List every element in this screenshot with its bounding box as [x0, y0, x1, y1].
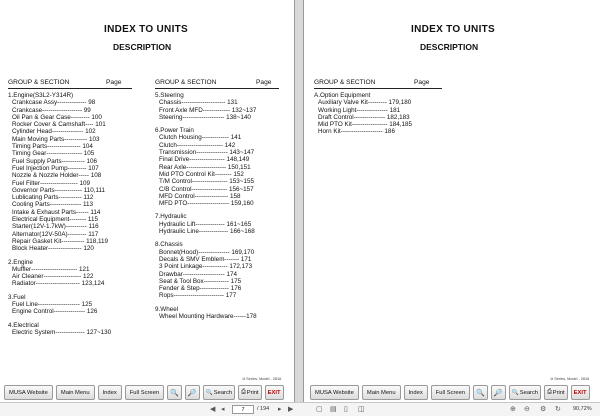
previous-page-icon[interactable]: ◂ [221, 406, 225, 413]
fit-width-icon[interactable]: ▤ [330, 406, 337, 413]
index-group [155, 213, 257, 235]
index-entry[interactable]: 3 Point Linkage------------ 172,173 [159, 263, 253, 271]
zoom-out-icon[interactable]: ⊖ [524, 406, 530, 413]
index-entry[interactable]: Fuel Injection Pump--------- 107 [12, 164, 99, 172]
index-entry[interactable]: Fuel Supply Parts----------- 106 [12, 157, 98, 165]
index-entry[interactable]: Engine Control--------------- 126 [12, 308, 98, 316]
group-section-header: GROUP & SECTION [155, 79, 217, 86]
print-button[interactable] [544, 385, 568, 400]
zoom-in-icon: 🔍 [170, 389, 179, 397]
index-entry[interactable]: Intake & Exhaust Parts------ 114 [12, 208, 101, 216]
settings-icon[interactable]: ⚙ [540, 406, 547, 413]
index-entry[interactable]: Timing Parts---------------- 104 [12, 143, 93, 151]
page-subtitle: DESCRIPTION [113, 42, 172, 52]
zoom-out-icon: 🔎 [187, 389, 197, 397]
index-entry[interactable]: Wheel Mounting Hardware------178 [159, 313, 257, 321]
index-entry[interactable]: Hydraulic Lift-------------- 161~165 [159, 220, 252, 228]
index-entry[interactable]: Main Moving Parts----------- 103 [12, 135, 100, 143]
index-entry[interactable]: Auxiliary Valve Kit--------- 179,180 [318, 99, 412, 107]
zoom-out-icon: 🔎 [493, 389, 503, 397]
column-header [8, 79, 128, 86]
index-entry[interactable]: Fender & Step-------------- 176 [159, 285, 242, 293]
page-title: INDEX TO UNITS [104, 24, 189, 35]
page-header: Page [106, 79, 122, 86]
index-column [155, 92, 257, 326]
index-group [8, 92, 111, 253]
index-entry[interactable]: Seat & Tool Box------------ 175 [159, 277, 242, 285]
musa-website-button[interactable]: MUSA Website [310, 385, 359, 400]
index-entry[interactable]: Draft Control--------------- 182,183 [318, 113, 410, 121]
group-title: 6.Power Train [155, 127, 194, 135]
page-title: INDEX TO UNITS [411, 24, 496, 35]
index-entry[interactable]: Crankcase------------------- 99 [12, 106, 91, 114]
group-title: A.Option Equipment [314, 92, 371, 99]
index-column [314, 92, 412, 142]
main-menu-button[interactable]: Main Menu [362, 385, 401, 400]
search-label: Search [213, 389, 233, 396]
index-entry[interactable]: Steering-------------------- 138~140 [159, 113, 251, 121]
header-rule [8, 88, 132, 89]
first-page-icon[interactable]: ◀ [210, 406, 216, 413]
next-page-icon[interactable]: ▸ [278, 406, 282, 413]
index-entry[interactable]: Cooling Parts--------------- 113 [12, 201, 94, 209]
two-page-icon[interactable]: ◫ [358, 406, 365, 413]
search-label: Search [519, 389, 539, 396]
index-group [314, 92, 412, 136]
index-entry[interactable]: Horn Kit-------------------- 186 [318, 128, 395, 136]
index-entry[interactable]: Hydraulic Line-------------- 166~168 [159, 228, 255, 236]
index-group [155, 241, 257, 299]
index-entry[interactable]: Drawbar-------------------- 174 [159, 270, 237, 278]
page-number-input[interactable]: 7 [232, 405, 254, 414]
index-group [155, 92, 257, 121]
print-button[interactable] [238, 385, 262, 400]
group-title: 3.Fuel [8, 293, 26, 301]
index-entry[interactable]: MFD Control---------------- 158 [159, 192, 241, 200]
group-title: 7.Hydraulic [155, 213, 187, 221]
group-title: 9.Wheel [155, 305, 179, 313]
index-entry[interactable]: Bonnet(Hood)--------------- 169,170 [159, 248, 255, 256]
index-entry[interactable]: Nozzle & Nozzle Holder----- 108 [12, 172, 102, 180]
index-entry[interactable]: Fuel Filter------------------ 109 [12, 179, 90, 187]
index-button[interactable]: Index [98, 385, 122, 400]
document-toolbar [4, 383, 284, 402]
index-entry[interactable]: Mid PTO Kit----------------- 184,185 [318, 121, 412, 129]
index-entry[interactable]: Cylinder Head--------------- 102 [12, 128, 96, 136]
main-menu-button[interactable]: Main Menu [56, 385, 95, 400]
index-entry[interactable]: Final Drive----------------- 148,149 [159, 156, 250, 164]
index-entry[interactable]: Rocker Cover & Camshaft---- 101 [12, 121, 106, 129]
index-entry[interactable]: Muffler---------------------- 121 [12, 265, 90, 273]
print-icon: ⎙ [547, 389, 552, 395]
musa-website-button[interactable]: MUSA Website [4, 385, 53, 400]
footer-note: 1t Series, Model - 2816 [242, 377, 282, 381]
exit-button[interactable]: EXIT [571, 385, 590, 400]
print-icon: ⎙ [241, 389, 246, 395]
page-header: Page [414, 79, 430, 86]
index-entry[interactable]: Decals & SMV Emblem------- 171 [159, 255, 252, 263]
search-icon: 🔍 [205, 389, 213, 396]
zoom-out-button[interactable] [185, 385, 200, 400]
index-entry[interactable]: Transmission--------------- 143~147 [159, 149, 255, 157]
header-rule [155, 88, 279, 89]
search-icon: 🔍 [511, 389, 519, 396]
print-label: Print [552, 389, 565, 396]
index-button[interactable]: Index [404, 385, 428, 400]
index-entry[interactable]: Fuel Line-------------------- 125 [12, 301, 93, 309]
fit-page-icon[interactable]: ▢ [316, 406, 323, 413]
index-group [155, 127, 257, 207]
group-section-header: GROUP & SECTION [8, 79, 70, 86]
index-entry[interactable]: MFD PTO-------------------- 159,160 [159, 200, 254, 208]
index-entry[interactable]: Governor Parts------------- 110,111 [12, 186, 106, 194]
group-title: 8.Chassis [155, 241, 183, 249]
index-group [8, 294, 111, 316]
index-entry[interactable]: Block Heater---------------- 120 [12, 245, 94, 253]
index-entry[interactable]: Electrical Equipment-------- 115 [12, 216, 98, 224]
exit-button[interactable]: EXIT [265, 385, 284, 400]
column-header [314, 79, 438, 86]
index-group [8, 259, 111, 288]
column-header [155, 79, 275, 86]
index-entry[interactable]: Rops------------------------ 177 [159, 292, 237, 300]
page-subtitle: DESCRIPTION [420, 42, 479, 52]
index-entry[interactable]: Rear Axle------------------- 150,151 [159, 163, 251, 171]
index-group [155, 306, 257, 321]
group-section-header: GROUP & SECTION [314, 79, 376, 86]
index-entry[interactable]: Radiator--------------------- 123,124 [12, 280, 105, 288]
last-page-icon[interactable]: ▶ [288, 406, 294, 413]
refresh-icon[interactable]: ↻ [555, 406, 561, 413]
zoom-in-icon[interactable]: ⊕ [510, 406, 516, 413]
print-label: Print [246, 389, 259, 396]
viewer-status-bar [0, 402, 600, 416]
index-entry[interactable]: Front Axle MFD------------- 132~137 [159, 106, 257, 114]
group-title: 1.Engine(S3L2-Y314R) [8, 92, 74, 99]
footer-note: 1t Series, Model - 2816 [550, 377, 590, 381]
index-entry[interactable]: Clutch Housing------------- 141 [159, 134, 242, 142]
zoom-in-icon: 🔍 [476, 389, 485, 397]
index-entry[interactable]: Starter(12V-1.7kW)---------- 116 [12, 223, 99, 231]
index-entry[interactable]: Mid PTO Control Kit-------- 152 [159, 170, 244, 178]
group-title: 5.Steering [155, 92, 184, 99]
index-entry[interactable]: Alternator(12V-50A)--------- 117 [12, 230, 99, 238]
page-total: / 194 [257, 406, 270, 412]
index-entry[interactable]: Air Cleaner------------------ 122 [12, 273, 94, 281]
search-button[interactable] [203, 385, 236, 400]
group-title: 4.Electrical [8, 321, 39, 329]
index-column [8, 92, 111, 342]
zoom-in-button[interactable] [167, 385, 182, 400]
zoom-in-button[interactable] [473, 385, 488, 400]
index-entry[interactable]: Repair Gasket Kit----------- 118,119 [12, 237, 108, 245]
index-entry[interactable]: Lublicating Parts----------- 112 [12, 194, 94, 202]
document-toolbar [310, 383, 590, 402]
zoom-level: 90,72% [573, 406, 592, 412]
index-entry[interactable]: Clutch---------------------- 142 [159, 141, 236, 149]
full-screen-button[interactable]: Full Screen [431, 385, 470, 400]
full-screen-button[interactable]: Full Screen [125, 385, 164, 400]
page-gutter [294, 0, 304, 402]
group-title: 2.Engine [8, 258, 33, 266]
index-entry[interactable]: Timing Gear----------------- 105 [12, 150, 95, 158]
index-entry[interactable]: Electric System-------------- 127~130 [12, 328, 112, 336]
right-page [304, 0, 600, 402]
page-header: Page [256, 79, 272, 86]
index-entry[interactable]: C/B Control----------------- 156~157 [159, 185, 254, 193]
index-group [8, 322, 111, 337]
header-rule [314, 88, 442, 89]
index-entry[interactable]: Working Light--------------- 181 [318, 106, 401, 114]
left-page [0, 0, 294, 402]
index-entry[interactable]: Crankcase Assy-------------- 98 [12, 99, 96, 107]
search-button[interactable] [509, 385, 542, 400]
single-page-icon[interactable]: ▯ [344, 406, 348, 413]
index-entry[interactable]: Oil Pan & Gear Case--------- 100 [12, 113, 102, 121]
index-entry[interactable]: T/M Control----------------- 153~155 [159, 178, 254, 186]
index-entry[interactable]: Chassis--------------------- 131 [159, 99, 238, 107]
zoom-out-button[interactable] [491, 385, 506, 400]
